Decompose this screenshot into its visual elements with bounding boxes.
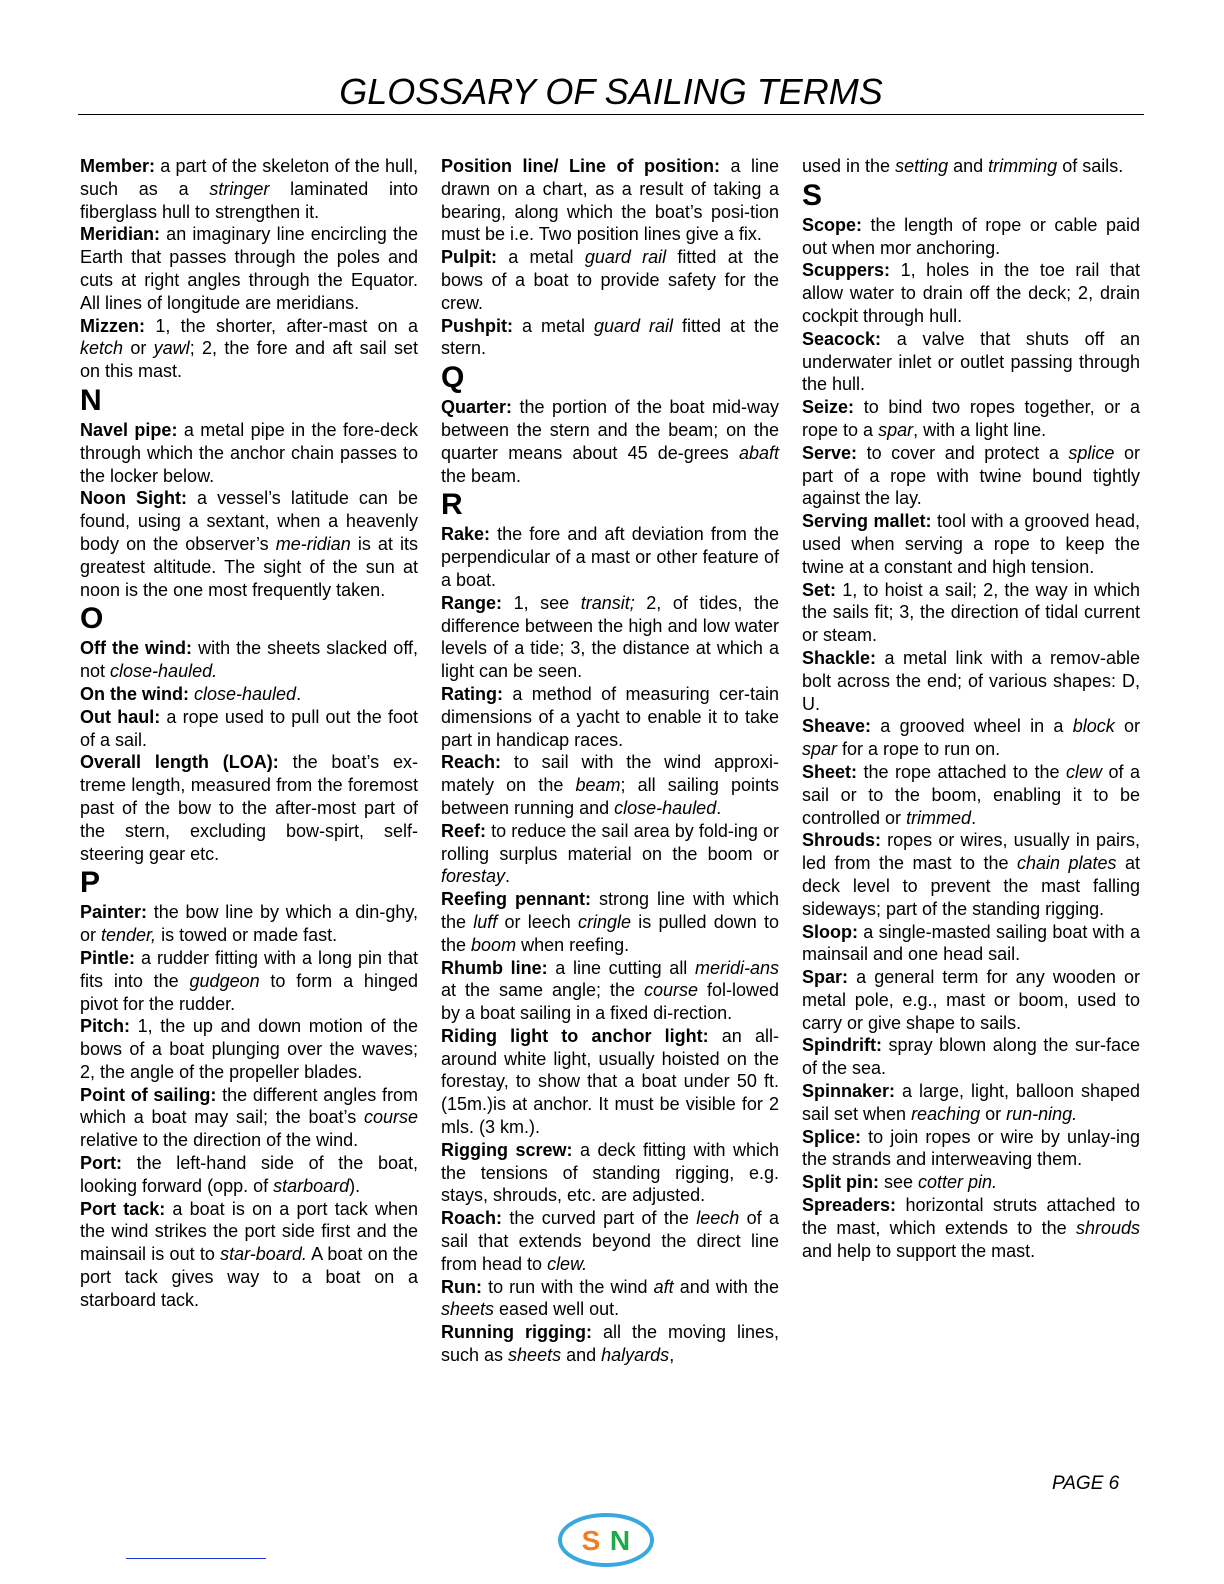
entry-text: a metal	[513, 315, 594, 336]
entry-term: Pulpit:	[441, 247, 497, 268]
entry-text: the left-hand side of the boat, looking forward (opp. of	[80, 1153, 418, 1196]
entry-text: a metal	[497, 247, 585, 268]
glossary-entry	[80, 683, 418, 706]
glossary-entry	[80, 487, 418, 601]
entry-term: Mizzen:	[80, 315, 145, 336]
entry-term: Serving mallet:	[802, 511, 932, 532]
entry-text: to bind two ropes together, or a rope to a	[802, 397, 1140, 440]
entry-text: .	[716, 797, 722, 818]
entry-term: Reefing pennant:	[441, 889, 591, 910]
entry-reference: luff	[473, 911, 498, 932]
entry-text: ropes or wires, usually in pairs, led from the mast to the	[802, 830, 1140, 874]
entry-reference: ketch	[80, 338, 124, 359]
glossary-entry	[802, 1194, 1140, 1262]
entry-text: the different angles from which a boat may sail; the boat’s	[80, 1084, 418, 1128]
entry-text: a vessel’s latitude can be found, using a sextant, when a heavenly body on the observer’s	[80, 488, 418, 554]
entry-term: Reach:	[441, 752, 502, 773]
entry-text: ; all sailing points between running and	[441, 775, 780, 818]
entry-reference: halyards	[601, 1345, 670, 1366]
entry-text: 1, the up and down motion of the bows of a boat plunging over the waves; 2, the angle of the propeller blades.	[80, 1016, 418, 1082]
entry-reference: leech	[696, 1208, 740, 1229]
entry-text: 1, see	[502, 592, 581, 613]
entry-reference: boom	[471, 934, 517, 955]
glossary-entry	[802, 1034, 1140, 1080]
entry-reference: trimming	[988, 156, 1058, 176]
page-number-value: 6	[1108, 1473, 1120, 1494]
page-label: PAGE	[1052, 1473, 1104, 1494]
entry-text: to reduce the sail area by fold-ing or rolling surplus material on the boom or	[441, 820, 779, 864]
glossary-entry	[80, 1152, 418, 1198]
glossary-entry	[441, 751, 779, 819]
title-rule	[78, 114, 1144, 115]
entry-term: Riding light to anchor light:	[441, 1025, 709, 1046]
entry-text: a large, light, balloon shaped sail set when	[802, 1081, 1140, 1124]
entry-term: Running rigging:	[441, 1322, 592, 1343]
entry-reference: transit;	[580, 592, 635, 613]
entry-reference: run-ning.	[1006, 1103, 1078, 1124]
glossary-entry	[802, 510, 1140, 578]
entry-term: Sheet:	[802, 761, 858, 782]
entry-text: and	[948, 156, 989, 176]
entry-text: the portion of the boat mid-way between the stern and the beam; on the quarter means about 45 de-grees	[441, 397, 779, 463]
entry-term: Serve:	[802, 442, 858, 463]
page-number	[1052, 1473, 1119, 1495]
entry-term: Set:	[802, 579, 837, 600]
entry-text: an imaginary line encircling the Earth that passes through the poles and cuts at right angles through the Equator. All lines of longitude are meridians.	[80, 224, 418, 313]
footer-link-line	[126, 1558, 266, 1559]
entry-text: 2, of tides, the difference between the high and low water levels of a tide; 3, the distance at which a light can be seen.	[441, 592, 779, 682]
glossary-entry	[80, 947, 418, 1015]
entry-term: Range:	[441, 592, 503, 613]
entry-text: a metal link with a remov-able bolt across the end; of various shapes: D, U.	[802, 647, 1140, 714]
entry-text: the fore and aft deviation from the perpendicular of a mast or other feature of a boat.	[441, 524, 779, 590]
entry-term: Reef:	[441, 820, 487, 841]
glossary-entry	[80, 155, 418, 223]
section-letter-r: R	[441, 488, 463, 522]
entry-term: Overall length (LOA):	[80, 752, 279, 773]
entry-term: Member:	[80, 156, 156, 176]
entry-text: or part of a rope with twine bound tightly against the lay.	[802, 442, 1140, 509]
entry-text: a part of the skeleton of the hull, such as a	[80, 156, 418, 199]
entry-reference: forestay	[441, 866, 506, 887]
entry-text: or	[980, 1103, 1007, 1124]
entry-term: Point of sailing:	[80, 1084, 217, 1105]
entry-text: is at its greatest altitude. The sight of the sun at noon is the one most frequently taken.	[80, 533, 419, 600]
glossary-entry	[80, 315, 418, 383]
entry-reference: close-hauled	[614, 797, 717, 818]
entry-text: an all-around white light, usually hoisted on the forestay, to show that a boat under 50 ft. (15m.)is at anchor. It must be visible for 2 mls. (3 km.).	[441, 1025, 779, 1138]
entry-term: Meridian:	[80, 224, 161, 245]
entry-reference: cotter pin.	[918, 1172, 998, 1193]
entry-term: Rake:	[441, 524, 491, 545]
sn-logo	[556, 1512, 656, 1568]
entry-reference: starboard	[273, 1175, 350, 1196]
entry-text: of a sail that extends beyond the direct line from head to	[441, 1208, 779, 1274]
glossary-entry	[802, 328, 1140, 396]
entry-text: the curved part of the	[502, 1208, 697, 1229]
entry-text: a rope used to pull out the foot of a sail.	[80, 706, 418, 750]
entry-reference: aft	[653, 1276, 674, 1297]
entry-term: Navel pipe:	[80, 419, 178, 440]
entry-reference: beam	[575, 775, 621, 796]
entry-text: at deck level to prevent the mast falling sideways; part of the standing rigging.	[802, 853, 1140, 919]
glossary-entry	[80, 637, 418, 683]
entry-reference: me-ridian	[275, 533, 351, 554]
glossary-entry	[802, 715, 1140, 761]
glossary-entry	[802, 921, 1140, 967]
entry-term: Sheave:	[802, 716, 872, 737]
entry-text: is towed or made fast.	[156, 925, 338, 946]
entry-text: to join ropes or wire by unlay-ing the strands and interweaving them.	[802, 1126, 1140, 1170]
section-letter-s: S	[802, 178, 823, 212]
entry-text: to run with the wind	[481, 1276, 654, 1297]
entry-text: see	[878, 1172, 919, 1193]
glossary-entry	[802, 214, 1140, 260]
entry-reference: yawl	[153, 338, 190, 359]
entry-text: relative to the direction of the wind.	[80, 1130, 359, 1151]
glossary-entry	[441, 957, 779, 1025]
entry-term: Rating:	[441, 683, 503, 704]
glossary-entry	[441, 523, 779, 591]
entry-text: when reefing.	[516, 934, 630, 955]
glossary-entry	[441, 1321, 779, 1367]
logo-ring	[560, 1515, 652, 1565]
entry-reference: clew	[1066, 761, 1103, 782]
entry-reference: clew.	[547, 1253, 588, 1274]
glossary-entry	[80, 706, 418, 752]
entry-reference: sheets	[508, 1345, 562, 1366]
entry-term: Scope:	[802, 214, 863, 235]
logo-letter-n: N	[609, 1525, 631, 1556]
entry-reference: setting	[895, 156, 949, 176]
entry-text: or leech	[497, 911, 578, 932]
glossary-entry	[802, 1126, 1140, 1172]
entry-text: fol-lowed by a boat sailing in a fixed di-rection.	[441, 980, 779, 1024]
entry-term: Spar:	[802, 967, 849, 988]
entry-term: Noon Sight:	[80, 488, 188, 509]
glossary-column-1	[80, 155, 418, 1312]
glossary-entry	[80, 223, 418, 314]
entry-term: Split pin:	[802, 1172, 879, 1193]
entry-term: Pintle:	[80, 947, 136, 968]
entry-reference: block	[1072, 716, 1115, 737]
glossary-entry	[441, 1025, 779, 1139]
entry-text: 1, holes in the toe rail that allow water to drain off the deck; 2, drain cockpit through hull.	[802, 260, 1140, 326]
entry-reference: meridi-ans	[694, 957, 779, 978]
glossary-entry	[441, 155, 779, 246]
entry-term: Spreaders:	[802, 1195, 897, 1216]
entry-reference: shrouds	[1075, 1217, 1140, 1238]
glossary-entry	[441, 683, 779, 751]
entry-reference: trimmed	[906, 807, 972, 828]
entry-text: a line drawn on a chart, as a result of taking a bearing, along which the boat’s posi-tion must be i.e. Two position lines give a fix.	[441, 156, 779, 245]
entry-term: Painter:	[80, 902, 148, 923]
entry-text: .	[505, 866, 511, 887]
entry-text: the boat’s ex-treme length, measured from the foremost past of the bow to the after-most part of the stern, excluding bow-spirt, self-steering gear etc.	[80, 752, 418, 864]
entry-text: a boat is on a port tack when the wind strikes the port side first and the mainsail is out to	[80, 1198, 418, 1265]
entry-reference: chain plates	[1016, 853, 1117, 874]
entry-text: eased well out.	[494, 1299, 620, 1320]
entry-term: Roach:	[441, 1208, 503, 1229]
entry-text: fitted at the stern.	[441, 315, 780, 359]
glossary-column-2	[441, 155, 779, 1367]
section-letter-o: O	[80, 602, 104, 636]
entry-text: used in the	[802, 156, 896, 176]
glossary-column-3	[802, 155, 1140, 1262]
glossary-entry	[441, 592, 779, 683]
page-title: GLOSSARY OF SAILING TERMS	[339, 71, 883, 112]
entry-text: .	[971, 807, 977, 828]
glossary-entry	[80, 419, 418, 487]
entry-reference: course	[643, 980, 698, 1001]
entry-text: 1, to hoist a sail; 2, the way in which the sails fit; 3, the direction of tidal current or steam.	[802, 579, 1140, 646]
entry-text: laminated into fiberglass hull to strengthen it.	[80, 178, 418, 222]
logo-letter-s: S	[581, 1525, 601, 1556]
entry-text: a single-masted sailing boat with a mainsail and one head sail.	[802, 921, 1140, 965]
entry-term: Scuppers:	[802, 260, 891, 281]
entry-term: Out haul:	[80, 706, 161, 727]
entry-reference: spar	[802, 739, 838, 760]
entry-text: to cover and protect a	[857, 442, 1069, 463]
entry-term: Pitch:	[80, 1016, 131, 1037]
glossary-entry	[802, 442, 1140, 510]
entry-text: ,	[669, 1345, 675, 1366]
entry-text: , with a light line.	[913, 419, 1047, 440]
entry-text: a line cutting all	[547, 957, 695, 978]
entry-reference: gudgeon	[189, 970, 260, 991]
glossary-entry	[802, 647, 1140, 715]
entry-text: a deck fitting with which the tensions of standing rigging, e.g. stays, shrouds, etc. are adjusted.	[441, 1139, 779, 1206]
glossary-entry	[80, 751, 418, 865]
entry-reference: spar	[878, 419, 914, 440]
entry-text: ).	[349, 1175, 361, 1196]
entry-text: .	[296, 683, 302, 704]
entry-text: a grooved wheel in a	[871, 716, 1073, 737]
entry-text: spray blown along the sur-face of the sea.	[802, 1035, 1140, 1079]
glossary-entry	[802, 1080, 1140, 1126]
section-letter-n: N	[80, 383, 102, 417]
entry-term: Seize:	[802, 397, 855, 418]
entry-text: all the moving lines, such as	[441, 1322, 779, 1366]
glossary-entry	[441, 396, 779, 487]
glossary-entry	[802, 1171, 1140, 1194]
glossary-entry	[441, 820, 779, 888]
entry-text: or	[1114, 716, 1140, 737]
entry-text: to sail with the wind approxi-mately on the	[441, 752, 779, 796]
section-letter-q: Q	[441, 361, 465, 395]
entry-text: of sails.	[1057, 156, 1124, 176]
entry-term: Off the wind:	[80, 638, 193, 659]
entry-text: and with the	[673, 1276, 779, 1297]
entry-text: and	[561, 1345, 602, 1366]
entry-term: Run:	[441, 1276, 482, 1297]
entry-text: fitted at the bows of a boat to provide safety for the crew.	[441, 247, 779, 313]
glossary-entry	[80, 1015, 418, 1083]
entry-reference: course	[363, 1107, 418, 1128]
entry-text: a valve that shuts off an underwater inlet or outlet passing through the hull.	[802, 328, 1140, 395]
entry-text: a metal pipe in the fore-deck through which the anchor chain passes to the locker below.	[80, 419, 418, 486]
glossary-entry	[802, 966, 1140, 1034]
entry-reference: cringle	[577, 911, 632, 932]
glossary-entry	[80, 901, 418, 947]
entry-term: Pushpit:	[441, 315, 513, 336]
entry-text: a method of measuring cer-tain dimensions of a yacht to enable it to take part in handicap races.	[441, 683, 779, 750]
entry-reference: abaft	[738, 442, 779, 463]
glossary-entry	[441, 1139, 779, 1207]
entry-reference: guard rail	[584, 247, 667, 268]
glossary-entry	[802, 761, 1140, 829]
entry-reference: reaching	[911, 1103, 981, 1124]
glossary-entry	[441, 246, 779, 314]
entry-term: Splice:	[802, 1126, 862, 1147]
glossary-entry	[80, 1084, 418, 1152]
entry-reference: close-hauled.	[110, 661, 218, 682]
entry-text: 1, the shorter, after-mast on a	[145, 315, 418, 336]
entry-text: and help to support the mast.	[802, 1240, 1036, 1261]
glossary-entry	[802, 259, 1140, 327]
entry-reference: tender,	[101, 925, 157, 946]
glossary-entry	[802, 579, 1140, 647]
entry-text: a rudder fitting with a long pin that fits into the	[80, 947, 418, 991]
entry-term: Spinnaker:	[802, 1081, 896, 1102]
entry-term: Seacock:	[802, 328, 882, 349]
entry-term: On the wind:	[80, 683, 189, 704]
entry-text: is pulled down to the	[441, 911, 779, 955]
entry-text: the beam.	[441, 465, 522, 486]
entry-text: the bow line by which a din-ghy, or	[80, 902, 418, 946]
entry-reference: splice	[1068, 442, 1115, 463]
section-letter-p: P	[80, 866, 101, 900]
entry-term: Quarter:	[441, 397, 513, 418]
entry-reference: star-board.	[220, 1244, 307, 1265]
entry-text: at the same angle; the	[441, 980, 644, 1001]
entry-term: Sloop:	[802, 921, 858, 942]
entry-text: horizontal struts attached to the mast, which extends to the	[802, 1195, 1140, 1238]
glossary-entry	[802, 155, 1140, 178]
entry-text: tool with a grooved head, used when serving a rope to keep the twine at a constant and high tension.	[802, 511, 1140, 577]
entry-term: Position line/ Line of position:	[441, 156, 720, 176]
entry-text: with the sheets slacked off, not	[80, 638, 418, 682]
glossary-entry	[802, 829, 1140, 920]
entry-reference: sheets	[441, 1299, 495, 1320]
glossary-entry	[80, 1198, 418, 1312]
entry-term: Spindrift:	[802, 1035, 882, 1056]
glossary-entry	[441, 315, 779, 361]
entry-term: Rigging screw:	[441, 1139, 573, 1160]
entry-term: Port:	[80, 1153, 122, 1174]
entry-term: Shrouds:	[802, 830, 881, 851]
entry-term: Shackle:	[802, 647, 877, 668]
entry-text: to form a hinged pivot for the rudder.	[80, 970, 418, 1014]
entry-text: for a rope to run on.	[837, 739, 1001, 760]
glossary-entry	[802, 396, 1140, 442]
entry-text: the length of rope or cable paid out when mor anchoring.	[802, 214, 1140, 258]
entry-reference: close-hauled	[194, 683, 297, 704]
glossary-entry	[441, 888, 779, 956]
entry-reference: stringer	[209, 178, 270, 199]
entry-term: Port tack:	[80, 1198, 166, 1219]
entry-text: ; 2, the fore and aft sail set on this mast.	[80, 338, 418, 382]
glossary-entry	[441, 1276, 779, 1322]
glossary-entry	[441, 1207, 779, 1275]
entry-text: the rope attached to the	[857, 761, 1066, 782]
entry-reference: guard rail	[593, 315, 674, 336]
entry-text: of a sail or to the boom, enabling it to be controlled or	[802, 761, 1140, 828]
entry-text: or	[123, 338, 154, 359]
entry-term: Rhumb line:	[441, 957, 548, 978]
entry-text: strong line with which the	[441, 889, 779, 932]
entry-text: A boat on the port tack gives way to a boat on a starboard tack.	[80, 1244, 418, 1310]
entry-text: a general term for any wooden or metal pole, e.g., mast or boom, used to carry or give shape to sails.	[802, 967, 1140, 1033]
